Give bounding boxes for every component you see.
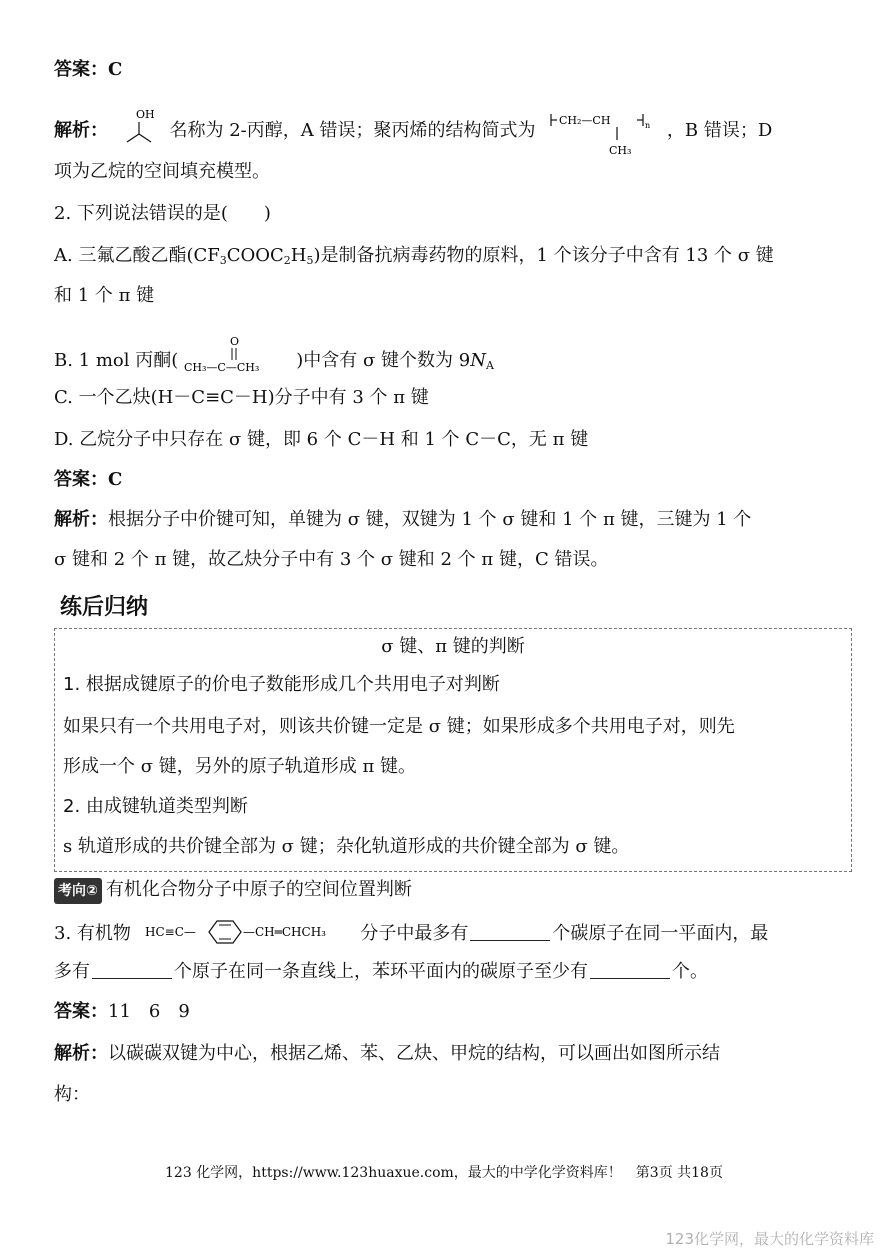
acetone-structure xyxy=(182,334,292,376)
summary-heading: 练后归纳 xyxy=(60,595,149,620)
q2-option-c: C. 一个乙炔(H－C≡C－H)分子中有 3 个 π 键 xyxy=(54,387,429,408)
q1-analysis-line2: 项为乙烷的空间填充模型。 xyxy=(54,161,270,182)
q3-answer: 答案：11 6 9 xyxy=(54,1001,190,1022)
summary-point1-line1: 如果只有一个共用电子对，则该共价键一定是 σ 键；如果形成多个共用电子对，则先 xyxy=(63,716,735,737)
blank-1[interactable] xyxy=(470,922,550,941)
summary-point1-line2: 形成一个 σ 键，另外的原子轨道形成 π 键。 xyxy=(63,756,417,777)
summary-point2-title: 2. 由成键轨道类型判断 xyxy=(63,796,248,817)
svg-text:HC≡C—: HC≡C— xyxy=(144,925,196,939)
q2-option-a-line2: 和 1 个 π 键 xyxy=(54,285,155,306)
q2-analysis-line2: σ 键和 2 个 π 键，故乙炔分子中有 3 个 σ 键和 2 个 π 键，C 错误。 xyxy=(54,549,609,570)
section-tag: 考向② xyxy=(54,878,102,904)
q2-stem: 2. 下列说法错误的是( ) xyxy=(54,203,271,224)
q3-line2: 多有 个原子在同一条直线上，苯环平面内的碳原子至少有 个。 xyxy=(54,961,708,982)
summary-point2-line1: s 轨道形成的共价键全部为 σ 键；杂化轨道形成的共价键全部为 σ 键。 xyxy=(63,836,630,857)
watermark: 123化学网，最大的化学资料库 xyxy=(665,1230,874,1248)
svg-text:CH₃: CH₃ xyxy=(609,144,632,157)
propanol-structure xyxy=(122,108,156,148)
q3-analysis-line2: 构： xyxy=(54,1084,90,1105)
q2-option-d: D. 乙烷分子中只存在 σ 键，即 6 个 C－H 和 1 个 C－C，无 π 键 xyxy=(54,429,589,450)
page-footer: 123 化学网，https://www.123huaxue.com，最大的中学化学资料库！ 第3页 共18页 xyxy=(165,1165,723,1181)
svg-text:—CH═CHCH₃: —CH═CHCH₃ xyxy=(242,925,326,939)
q1-analysis: 解析： OH 名称为 2-丙醇，A 错误；聚丙烯的结构简式为 CH₂—CH n CH₃ ，B 错误；D xyxy=(54,108,773,157)
q2-option-b: B. 1 mol 丙酮( O CH₃—C—CH₃ )中含有 σ 键个数为 $9N_A$ xyxy=(54,335,494,374)
svg-text:CH₂—CH: CH₂—CH xyxy=(559,114,611,127)
q3-stem: 3. 有机物 HC≡C— —CH═CHCH₃ 分子中最多有 个碳原子在同一平面内，最 xyxy=(54,917,848,947)
svg-text:OH: OH xyxy=(135,108,155,121)
svg-text:O: O xyxy=(230,335,240,348)
summary-box xyxy=(54,628,852,872)
q1-answer: 答案：C xyxy=(54,59,123,80)
blank-3[interactable] xyxy=(590,960,670,979)
q2-answer: 答案：C xyxy=(54,469,123,490)
svg-text:CH₃—C—CH₃: CH₃—C—CH₃ xyxy=(184,361,260,374)
summary-box-title: σ 键、π 键的判断 xyxy=(381,636,525,657)
summary-point1-title: 1. 根据成键原子的价电子数能形成几个共用电子对判断 xyxy=(63,674,500,695)
q3-molecule-structure xyxy=(143,917,349,947)
svg-text:n: n xyxy=(645,121,651,130)
q2-analysis: 解析：根据分子中价键可知，单键为 σ 键，双键为 1 个 σ 键和 1 个 π 键，三键为 1 个 xyxy=(54,509,752,530)
section2-heading: 考向② 有机化合物分子中原子的空间位置判断 xyxy=(54,878,848,904)
polypropylene-structure xyxy=(549,110,653,158)
q3-analysis: 解析：以碳碳双键为中心，根据乙烯、苯、乙炔、甲烷的结构，可以画出如图所示结 xyxy=(54,1043,720,1064)
q2-option-a: A. 三氟乙酸乙酯$(CF_3COOC_2H_5)$是制备抗病毒药物的原料，1 个该分子中含有 13 个 σ 键 xyxy=(54,245,774,267)
blank-2[interactable] xyxy=(92,960,172,979)
